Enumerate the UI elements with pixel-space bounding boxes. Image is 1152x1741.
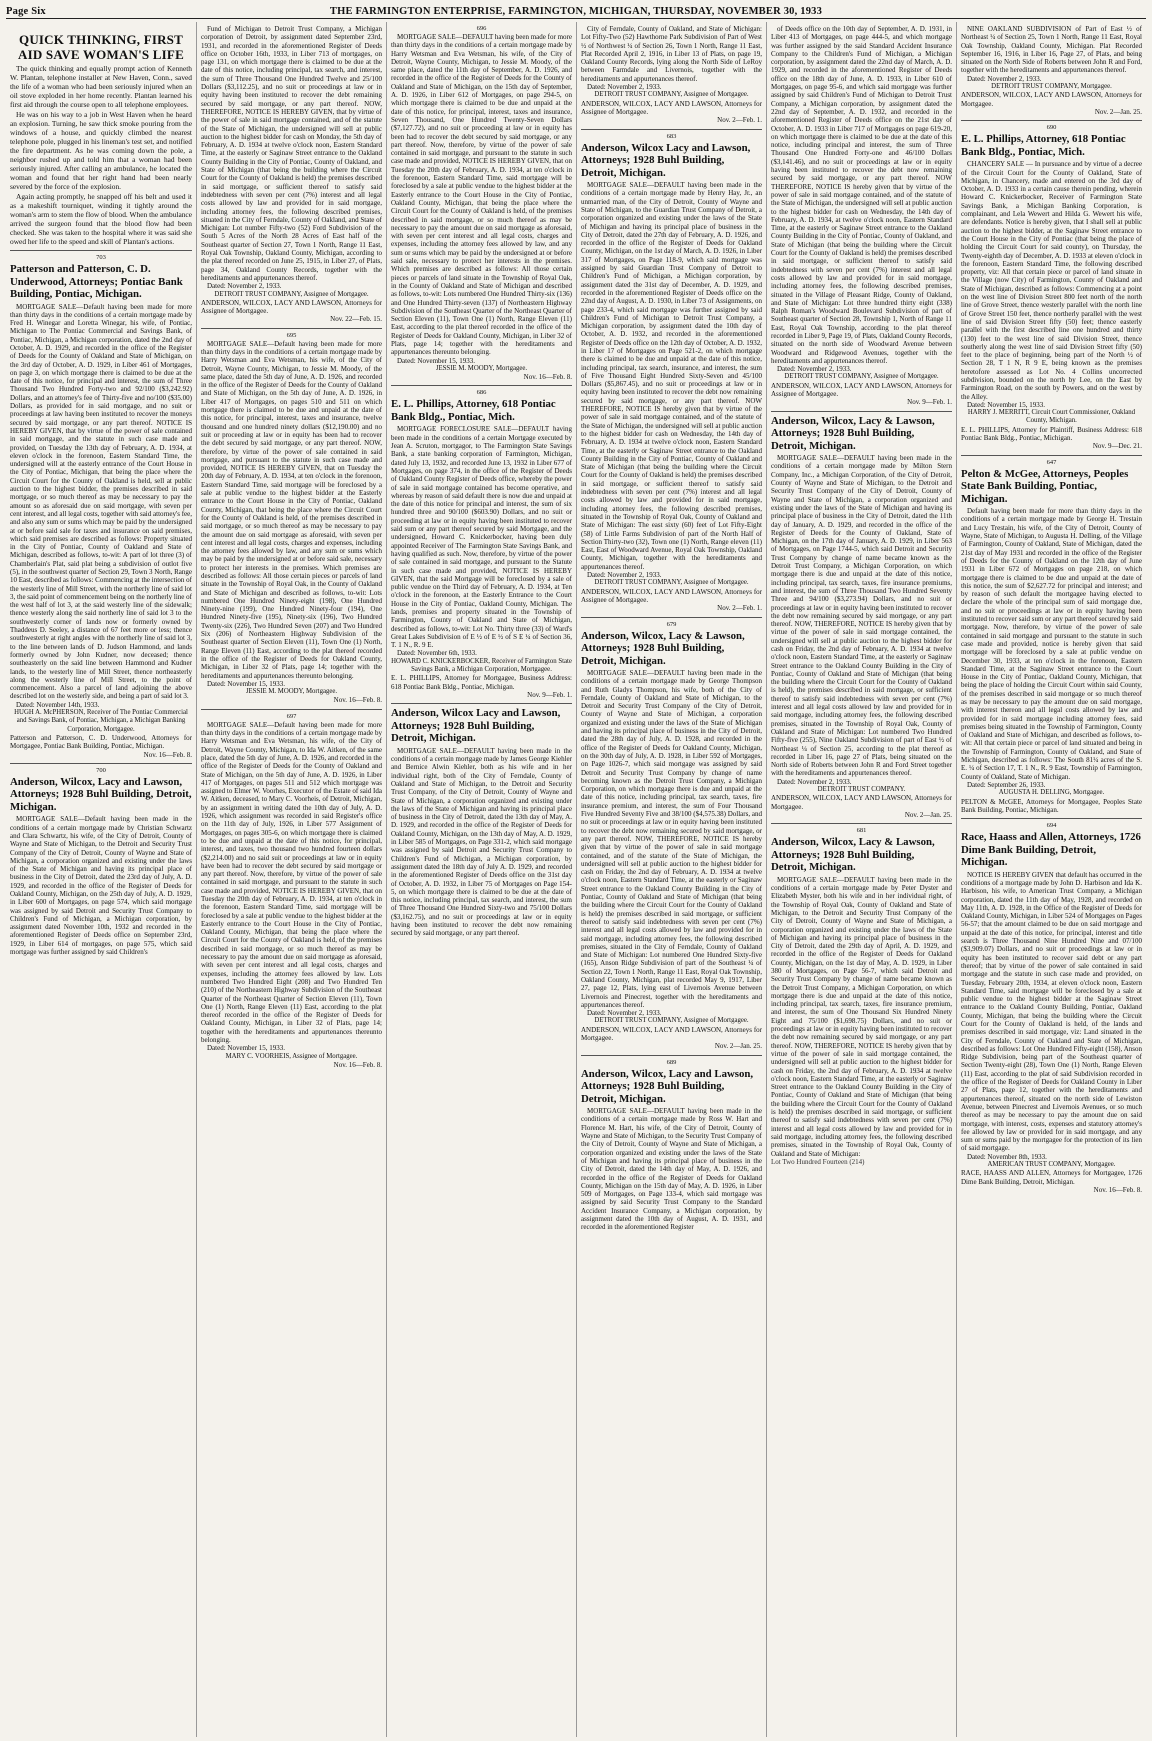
legal-notice [771, 823, 952, 1166]
legal-notice [961, 120, 1142, 450]
legal-notice [961, 818, 1142, 1194]
notice-signer: DETROIT TRUST COMPANY, Assignee of Mortgagee. [594, 1017, 749, 1025]
notice-run-dates: Nov. 9—Dec. 21. [1092, 442, 1142, 451]
legal-notice [391, 703, 572, 937]
notice-attorneys: ANDERSON, WILCOX, LACY AND LAWSON, Attorneys for Mortgagee. [961, 91, 1142, 108]
column-3 [386, 22, 576, 1737]
notice-attorneys: PELTON & McGEE, Attorneys for Mortgagee, Peoples State Bank Building, Pontiac, Michigan. [961, 797, 1142, 814]
notice-signer: JESSIE M. MOODY, Mortgagee. [435, 364, 528, 372]
notice-body: City of Ferndale, County of Oakland, and State of Michigan: Lot Fifty-Two (52) Hawthorne Park Subdivision of Part of West ½ of Northwest ¼ of Section 26, Town 1 North, Range 11 East, Plat Recorded April 2, 1916, in Liber 13 of Plats, on page 19, Oakland County Records, lying along the North Side of LeRoy between Farmdale and Livernois, together with the hereditaments and appurtenances thereof. [581, 25, 762, 83]
notice-number: 683 [666, 132, 677, 140]
notice-body: MORTGAGE FORECLOSURE SALE—DEFAULT having been made in the conditions of a certain Mortgage executed by Jean A. Scruton, mortgagor, to The Farmington State Savings Bank, a state banking corporation of Farmington, Michigan, dated July 13, 1932, and recorded June 13, 1932 in Liber 677 of Mortgages, on page 374, in the office of the Register of Deeds of Oakland County Register of Deeds office, whereby the power of sale in said mortgage contained has become operative, and whereas by reason of said default there is now due and unpaid at the date of this notice for principal and interest, the sum of six hundred three and 90/100 ($603.90) Dollars, and no suit or proceeding at law or in equity having been instituted to recover said sum or any part thereof secured by said Mortgage, and the undersigned, Howard C. Knickerbocker, having been duly appointed Receiver of The Farmington State Savings Bank, and having qualified as such. Now, therefore, by virtue of the power of sale contained in said mortgage, and pursuant to the Statute in such case made and provided, NOTICE IS HEREBY GIVEN, that the said Mortgage will be foreclosed by a sale of public vendue on the Third day of February, A. D. 1934, at Ten o'clock in the forenoon, at the Easterly Entrance to the Court House in the City of Pontiac, Oakland County, Michigan. The lands, premises and property situated in the Township of Farmington, County of Oakland and State of Michigan, described as follows, to-wit: Lot No. Thirty three (33) of Ward's Great Lakes Subdivision of E ½ of E ½ of S E ¼ of Section 36, T. 1 N., R. 9 E. [391, 425, 572, 650]
notice-number: 694 [1046, 822, 1057, 830]
notice-signer: AMERICAN TRUST COMPANY, Mortgagee. [987, 1161, 1116, 1169]
legal-notice [961, 455, 1142, 814]
notice-run-dates: Nov. 16—Feb. 8. [1093, 1185, 1142, 1194]
notice-attorney-heading: Anderson, Wilcox Lacy and Lawson, Attorneys; 1928 Buhl Building, Detroit, Michigan. [581, 141, 751, 179]
page-number: Page Six [6, 5, 46, 17]
notice-body: MORTGAGE SALE—DEFAULT having been made in the conditions of a certain mortgage made by James George Kiehler and Bernice Alwin Kiehler, both as his wife and in her individual right, both of the City of Ferndale, County of Oakland and State of Michigan, to the Detroit and Security Trust Company, of the City of Detroit, County of Wayne and State of Michigan, a corporation organized and existing under the laws of the State of Michigan and having its principal place of business in the City of Detroit, dated the 13th day of May, A. D. 1929, and recorded in the office of the Register of Deeds for Oakland County, Michigan, on the 13th day of May, A. D. 1929, in Liber 585 of Mortgages, on Page 331-2, which said mortgage was assigned by said Detroit and Security Trust Company to Children's Fund of Michigan, a Michigan corporation, by assignment dated the 18th day of July A. D. 1929, and recorded in the aforementioned Register of Deeds office on the 31st day of October, A. D. 1932, in Liber 75 of Mortgages on Page 154-5, on which mortgage there is claimed to be due at the date of this notice, including principal, tax search, and interest, the sum of Three Thousand One Hundred Sixty-two and 75/100 Dollars ($3,162.75), and no suit or proceedings at law or in equity having been instituted to recover the debt now remaining secured by said mortgage, or any part thereof. [391, 746, 572, 938]
notice-divider [201, 709, 382, 710]
notice-run-dates: Nov. 2—Jan. 25. [1094, 107, 1142, 116]
notice-date: Dated: November 2, 1933. [587, 83, 662, 92]
notice-body: Fund of Michigan to Detroit Trust Company, a Michigan corporation of Detroit, by assignment dated September 23rd, 1931, and recorded in the aforementioned Register of Deeds office on October 16th, 1933, in Liber 713 of mortgages, on page 131, on which mortgage there is claimed to be due at the date of this notice, including principal, tax search, and interest, the sum of Three Thousand One Hundred Twelve and 25/100 Dollars ($3,112.25), and no suit or proceedings at law or in equity having been instituted to recover the debt remaining secured by said mortgage, or any part thereof. NOW, THEREFORE, NOTICE IS HEREBY GIVEN, that by virtue of the power of sale in said mortgage contained, and of the statute of the State of Michigan, the undersigned will sell at public auction to the highest bidder for cash on Monday, the 5th day of February, A. D. 1934 at twelve o'clock noon, Eastern Standard Time, at the easterly or Saginaw Street entrance to the Oakland County Building in the City of Pontiac, County of Oakland, and State of Michigan (that being the building where the Circuit Court for the County of Oakland is held) the premises described in said mortgage, or sufficient thereof to satisfy said indebtedness with seven per cent (7%) interest and all legal costs allowed by law and provided for in said mortgage, including attorney fees, the following described premises, situated in the City of Ferndale, County of Oakland, and State of Michigan: Lot number Fifty-two (52) Ford Subdivision of the South 5 Acres of the North 28 Acres of East half of the Southeast quarter of Section 27, Town 1 North, Range 11 East, Royal Oak Township, Oakland County, Michigan, according to the plat thereof recorded on June 25, 1915, in Liber 27, of Plats, page 34, Oakland County Records, together with the hereditaments and appurtenances thereof. [201, 25, 382, 282]
legal-notice [581, 617, 762, 1051]
story-headline-line-1: QUICK THINKING, FIRST [19, 32, 183, 47]
legal-notice [201, 709, 382, 1069]
notice-divider [10, 763, 192, 764]
notice-number: 686 [476, 389, 487, 397]
notice-divider [581, 1055, 762, 1056]
notice-run-dates: Nov. 9—Feb. 1. [907, 398, 952, 407]
notice-body: MORTGAGE SALE—DEFAULT having been made in the conditions of a certain mortgage made by George Thompson and Ruth Gladys Thompson, his wife, both of the City of Ferndale, County of Oakland and State of Michigan, to the Detroit and Security Trust Company of the City of Detroit, County of Wayne and State of Michigan, a corporation organized and existing under the laws of the State of Michigan and having its principal place of business in the City of Detroit, dated the 28th day of July, A. D. 1928, and recorded in the office of the Register of Deeds for Oakland County, Michigan, on the 30th day of July, A. D. 1928, in Liber 592 of Mortgages, on Page 1026-7, which said mortgage was assigned by said Detroit and Security Trust Company by change of name becoming known as the Detroit Trust Company, a Michigan Corporation, on which mortgage there is due and unpaid at the date of this notice, including principal, tax search, taxes, fire insurance premium, and interest, the sum of Four Thousand Five Hundred Seventy Five and 38/100 ($4,575.38) Dollars, and no suit or proceedings at law or in equity having been instituted to recover the debt now remaining secured by said mortgage, or any part thereof. NOW, THEREFORE, NOTICE IS hereby given that by virtue of the power of sale in said mortgage contained, and of the statute of the State of Michigan, the undersigned will sell at public auction to the highest bidder for cash on Friday, the 2nd day of February, A. D. 1934 at twelve o'clock noon, Eastern Standard Time, at the easterly or Saginaw Street entrance to the Oakland County Building in the City of Pontiac, County of Oakland and State of Michigan (that being the building where the Circuit Court for the County of Oakland is held) the premises described in said mortgage, or sufficient thereof to satisfy said indebtedness with seven per cent (7%) interest and all legal costs allowed by law and provided for in said mortgage, including attorney fees, the following described premises, situated in the City of Ferndale, County of Oakland and State of Michigan: Lot numbered One Hundred Sixty-five (165), Anson Ridge Subdivision of part of the Southeast ¼ of Section 22, Town 1 North, Range 11 East, Royal Oak Township, Oakland County, Michigan, plat recorded May 9, 1917, Liber 27, page 12, Plats, lying east of Livernois Avenue between Livernois and Pinecrest, together with the hereditaments and appurtenances thereof. [581, 669, 762, 1009]
notice-signer: JESSIE M. MOODY, Mortgagee. [245, 688, 338, 696]
notice-divider [201, 328, 382, 329]
legal-notice [10, 763, 192, 957]
notice-attorney-heading: Patterson and Patterson, C. D. Underwood, Attorneys; Pontiac Bank Building, Pontiac, Michigan. [10, 263, 183, 300]
notice-date: Dated: November 2, 1933. [587, 571, 662, 580]
notice-signer: DETROIT TRUST COMPANY, Mortgagee. [991, 83, 1112, 91]
legal-notice [581, 129, 762, 613]
notice-body: CHANCERY SALE — In pursuance and by virtue of a decree of the Circuit Court for the County of Oakland, State of Michigan, in Chancery, made and entered on the 3rd day of October, A. D. 1933 in a certain cause therein pending, wherein Howard C. Knickerbocker, Receiver of Farmington State Savings Bank, a Michigan Banking Corporation, is complainant, and Lela Wewert and Hilda G. Wewert his wife, are defendants. Notice is hereby given, that I shall sell at public auction to the highest bidder, at the Saginaw Street entrance to the Court House in the City of Pontiac (that being the place of holding the Circuit Court for said county), on Thursday, the Twenty-eighth day of December, A. D. 1933 at eleven o'clock in the forenoon, Eastern Standard Time, the following described property, viz: All that certain piece or parcel of land situate in the Village (now City) of Farmington, County of Oakland and State of Michigan, described as follows: Commencing at a point on the west line of Division Street 800 feet north of the north line of Grove Street, thence westerly parallel with the north line of Grove Street 150 feet, thence northerly parallel with the west line of said Division Street fifty (50) feet; thence easterly parallel with the first described line one hundred and thirty (130) feet to the west line of said Division Street, thence southerly along the west line of said Division Street fifty (50) feet to the place of beginning, being part of the North ½ of Section 28, T 1 N, R 9 E, being known as the premises heretofore assessed as Lot No. 4 Collins uncorrected subdivision, bounded on the north by Lee, on the East by Farmington Road, on the south by Powers, and on the west by the Alley. [961, 160, 1142, 401]
legal-notice [201, 25, 382, 324]
legal-notice [391, 385, 572, 699]
notice-attorneys: ANDERSON, WILCOX, LACY AND LAWSON, Attorneys for Assignee of Mortgagee. [771, 381, 952, 399]
notice-signer: DETROIT TRUST COMPANY. [817, 786, 906, 794]
notice-number: 647 [1046, 458, 1057, 466]
story-paragraph: Again acting promptly, he snapped off his belt and used it as a makeshift tourniquet, winding it tightly around the woman's arm to stem the flow of blood. When the ambulance arrived the surgeon found that the blood flow had been checked. She was taken to the hospital where it was said she owed her life to the speed and skill of Plantan's actions. [10, 192, 192, 246]
notice-number: 695 [286, 331, 297, 339]
notice-attorney-heading: Anderson, Wilcox Lacy and Lawson, Attorneys; 1928 Buhl Building, Detroit, Michigan. [391, 707, 561, 745]
notice-divider [581, 129, 762, 130]
notice-divider [771, 823, 952, 824]
notice-run-dates: Nov. 2—Jan. 25. [904, 810, 952, 819]
notice-body: MORTGAGE SALE—DEFAULT having been made in the conditions of a certain mortgage made by Peter Dyster and Elizabeth Myster, both his wife and in her individual right, of the Township of Royal Oak, County of Oakland and State of Michigan, to the Detroit and Security Trust Company of the City of Detroit, County of Wayne and State of Michigan, a corporation organized and existing under the laws of the State of Michigan and having its principal place of business in the City of Detroit, dated the 29th day of April, A. D. 1929, and recorded in the office of the Register of Deeds for Oakland County, Michigan, on the 1st day of May, A. D. 1929, in Liber 380 of Mortgages, on Page 56-7, which said Detroit and Security Trust Company by change of name became known as the Detroit Trust Company, a Michigan Corporation, on which mortgage there is due and unpaid at the date of this notice, including principal, tax search, taxes, fire insurance premium, and interest, the sum of One Thousand Six Hundred Ninety Eight and 75/100 ($1,698.75) Dollars, and no suit or proceedings at law or in equity having been instituted to recover the debt now remaining secured by said mortgage, or any part thereof. NOW, THEREFORE, NOTICE IS hereby given that by virtue of the power of sale in said mortgage contained, the undersigned will sell at public auction to the highest bidder for cash on Friday, the 2nd day of February, A. D. 1934 at twelve o'clock noon, Eastern Standard Time, at the easterly or Saginaw Street entrance to the Oakland County Building in the City of Pontiac, County of Oakland and State of Michigan (that being the building where the Circuit Court for the County of Oakland is held) the premises described in said mortgage, or sufficient thereof to satisfy said indebtedness with seven per cent (7%) interest and all legal costs allowed by law and provided for in said mortgage, including attorney fees, the following described premises, situated in the Township of Royal Oak, County of Oakland and State of Michigan: [771, 875, 952, 1158]
legal-notice [201, 328, 382, 705]
notice-signer: AUGUSTA H. DELLING, Mortgagee. [998, 789, 1105, 797]
column-6 [956, 22, 1146, 1737]
columns [6, 22, 1146, 1737]
legal-notice [581, 1055, 762, 1232]
notice-run-dates: Nov. 16—Feb. 8. [523, 373, 572, 382]
notice-date: Dated: September 26, 1933. [967, 780, 1046, 789]
notice-run-dates: Nov. 2—Feb. 1. [717, 604, 762, 613]
notice-continued-text: Lot Two Hundred Fourteen (214) [771, 1157, 865, 1166]
notice-body: MORTGAGE SALE—DEFAULT having been made for more than thirty days in the conditions of a certain mortgage made by Harry Wetsman and Eva Wetsman, his wife, of the City of Detroit, Wayne County, Michigan, to Jessie M. Moody, of the same place, dated the 11th day of September, A. D. 1926, and recorded in the office of the Register of Deeds for the County of Oakland and State of Michigan, on the 15th day of September, A. D. 1926, in Liber 612 of Mortgages, on page 294-5, on which mortgage there is claimed to be due and unpaid at the date of this notice, for principal, interest, taxes and insurance, Seven Thousand, One Hundred Twenty-Seven Dollars ($7,127.72), and no suit or proceeding at law or in equity has been had to recover the debt secured by said mortgage, or any part thereof. Now, therefore, by virtue of the power of sale contained in said mortgage, and pursuant to the statute in such case made and provided, NOTICE IS HEREBY GIVEN, that on Tuesday the 20th day of February, A. D. 1934, at ten o'clock in the forenoon, Eastern Standard Time, said mortgage will be foreclosed by a sale at public vendue to the highest bidder at the Easterly entrance to the Court House in the City of Pontiac, Oakland County, Michigan, that being the place where the Circuit Court for the County of Oakland is held, of the premises described in said mortgage, or so much thereof as may be necessary to pay the amount due on said mortgage as aforesaid, with seven per cent interest and all legal costs, charges and expenses, including the attorney fees allowed by law, and any sum or sums which may be paid by the undersigned at or before said sale, necessary to protect her interests in the premises. Which premises are described as follows: All those certain pieces or parcels of land situate in the Township of Royal Oak, in the County of Oakland and State of Michigan and described as follows, to-wit: Lots numbered One Hundred Thirty-six (136) and One Hundred Thirty-seven (137) of Northeastern Highway Subdivision of the Southeast Quarter of the Northeast Quarter of Section Eleven (11), Town One (1) North, Range Eleven (11) East, according to the plat thereof recorded in the office of the Register of Deeds for Oakland County, Michigan, in Liber 32 of Plats, page 14; together with the hereditaments and appurtenances thereunto belonging. [391, 33, 572, 357]
story-paragraph: He was on his way to a job in West Haven when he heard an explosion. Turning, he saw thick smoke pouring from the windows of a house, and quickly climbed the nearest telephone pole, plugged in his lineman's test set, and notified the fire department. As he was coming down the pole, a neighbor rushed up and told him that a woman had been seriously injured. After calling an ambulance, he located the woman and found that her right hand had been nearly severed by the force of the explosion. [10, 110, 192, 191]
notice-divider [581, 617, 762, 618]
notice-attorney-heading: Anderson, Wilcox, Lacy & Lawson, Attorneys; 1928 Buhl Building, Detroit, Michigan. [581, 629, 745, 667]
notice-date: Dated: November 2, 1933. [777, 777, 852, 786]
legal-notice [961, 25, 1142, 116]
notice-signer: HOWARD C. KNICKERBOCKER, Receiver of Farmington State Savings Bank, a Michigan Corporation, Mortgagee. [391, 657, 572, 674]
notice-body: MORTGAGE SALE—DEFAULT having been made in the conditions of a certain mortgage made by Henry Hay, Jr., an unmarried man, of the City of Detroit, County of Wayne and State of Michigan, to the Guardian Trust Company of Detroit, a corporation organized and existing under the laws of the State of Michigan and having its principal place of business in the City of Detroit, dated the 27th day of February, A. D. 1926, and recorded in the office of the Register of Deeds for Oakland County, Michigan, on the 1st day of March, A. D. 1926, in Liber 317 of Mortgages, on Page 118-9, which said mortgage was assigned by said Guardian Trust Company of Detroit to Children's Fund of Michigan, a Michigan corporation, by assignment dated the 31st day of December, A. D. 1929, and recorded in the aforementioned Register of Deeds office on the 22nd day of August, A. D. 1930, in Liber 73 of Assignments, on page 233-4, which said mortgage was further assigned by said Children's Fund of Michigan to Detroit Trust Company, a Michigan corporation, by assignment dated the 10th day of October, A. D. 1932, and recorded in the aforementioned Register of Deeds office on the 12th day of October, A. D. 1932, in Liber 17 of Mortgages on Page 521-2, on which mortgage there is claimed to be due and unpaid at the date of this notice, including principal, tax search, insurance, and interest, the sum of Five Thousand Eight Hundred Sixty-Seven and 45/100 Dollars ($5,867.45), and no suit or proceedings at law or in equity having been instituted to recover the debt now remaining secured by said mortgage, or any part thereof. NOW THEREFORE, NOTICE IS hereby given that by virtue of the power of sale in said mortgage contained, and of the statute of the State of Michigan, the undersigned will sell at public auction to the highest bidder for cash on Wednesday, the 14th day of February, A. D. 1934 at twelve o'clock noon, Eastern Standard Time, at the easterly or Saginaw Street entrance to the Oakland County Building in the City of Pontiac, County of Oakland and State of Michigan (that being the building where the Circuit Court for the County of Oakland is held) the premises described in said mortgage, or sufficient thereof to satisfy said indebtedness with seven per cent (7%) interest and all legal costs allowed by law and provided for in said mortgage, including attorney fees, the following described premises, situated in the Township of Royal Oak, County of Oakland and State of Michigan: The east sixty (60) feet of Lot Fifty-Eight (58) of Little Farms Subdivision of part of the North Half of Section Thirty-two (32), Town one (1) North, Range eleven (11) East, East of Woodward Avenue, Royal Oak Township, Oakland County, Michigan, together with the hereditaments and appurtenances thereof. [581, 181, 762, 571]
story-paragraph: The quick thinking and equally prompt action of Kenneth W. Plantan, telephone installer at New Haven, Conn., saved the life of a woman who had been seriously injured when an oil stove exploded in her home recently. Plantan learned his first aid through the course open to all telephone employees. [10, 64, 192, 109]
notice-attorneys: Patterson and Patterson, C. D. Underwood, Attorneys for Mortgagee, Pontiac Bank Building, Pontiac, Michigan. [10, 733, 192, 751]
masthead [6, 4, 1146, 19]
notice-date: Dated: November 15, 1933. [397, 356, 475, 365]
notice-attorney-heading: Pelton & McGee, Attorneys, Peoples State Bank Building, Pontiac, Michigan. [961, 467, 1129, 505]
notice-attorneys: ANDERSON, WILCOX, LACY AND LAWSON, Attorneys for Assignee of Mortgagee. [581, 99, 762, 116]
column-2 [196, 22, 386, 1737]
legal-notice [771, 411, 952, 820]
notice-divider [771, 411, 952, 412]
notice-attorneys: E. L. PHILLIPS, Attorney for Plaintiff, Business Address: 618 Pontiac Bank Bldg., Pontiac, Michigan. [961, 425, 1142, 443]
notice-signer: HUGH A. McPHERSON, Receiver of The Pontiac Commercial and Savings Bank, of Pontiac, Michigan, a Michigan Banking Corporation, Mortgagee. [14, 709, 188, 733]
notice-date: Dated: November 15, 1933. [967, 400, 1045, 409]
notice-number: 681 [856, 827, 867, 835]
notice-body: NINE OAKLAND SUBDIVISION of Part of East ½ of Northeast ¼ of Section 25, Town 1 North, Range 11 East, Royal Oak Township, Oakland County, Michigan. Plat Recorded September 16, 1916, in Liber 16, Page 27, of Plats, and being situated on the North Side of Roberts between John R and Ford, together with the hereditaments and appurtenances thereof. [961, 25, 1142, 75]
notice-attorneys: ANDERSON, WILCOX, LACY AND LAWSON, Attorneys for Mortgagee. [581, 1025, 762, 1043]
notice-body: MORTGAGE SALE—Default having been made for more than thirty days in the conditions of a certain mortgage made by Fred H. Winegar and Loretta Winegar, his wife, of Pontiac, Michigan to The Pontiac Commercial and Savings Bank, of Pontiac, Michigan, a Michigan corporation, dated the 2nd day of October, A. D. 1929, and recorded in the office of the Register of Deeds for the County of Oakland and State of Michigan, on the 3rd day of October, A. D. 1929, in Liber 461 of Mortgages, on page 3, on which mortgage there is claimed to be due at the date of this notice, for principal and interest, the sum of Three Thousand Two Hundred Forty-two and 92/100 ($3,242.92) Dollars, and an attorney's fee of Thirty-five and no/100 ($35.00) Dollars, as provided for in said mortgage, and no suit or proceedings at law having been instituted to recover the moneys secured by said mortgage, or any part thereof. NOTICE IS HEREBY GIVEN, that by virtue of the power of sale contained in said mortgage, and the statute in such case made and provided, on Tuesday the 13th day of February, A. D. 1934, at eleven o'clock in the forenoon, Eastern Standard Time, the undersigned will at the easterly entrance of the Court House in the City of Pontiac, Michigan, that being the place where the Circuit Court for the County of Oakland is held, sell at public auction to the highest bidder, the premises described in said mortgage, or so much thereof as may be necessary to pay the amount so as aforesaid due on said mortgage, with seven per cent interest, and all legal costs, together with said attorney's fee, and also any sum or sums which may be paid by the undersigned at or before said sale for taxes and insurance on said premises, which said premises are described as follows: Property situated in the City of Pontiac, County of Oakland and State of Michigan, described as follows, to-wit: A part of lot three (3) of Chamberlain's Plat, said plat being a subdivision of outlot five (5), in the southwest quarter of Section 29, Town 3 North, Range 10 East, described as follows: Commencing at the intersection of the westerly line of Mill Street, with the northerly line of said lot 3, the said point of commencement being on the northerly line of the west half of lot 3, at the said westerly line of the sidewalk; thence westerly along the said northerly line of said lot 3 to the southwesterly corner of lands now or formerly owned by Thaddeus D. Seeley, a distance of 67 feet more or less; thence southwesterly at right angles with the northerly line of said lot 3, to the line between lands of D. Judson Hammond, and lands formerly owned by John Kudner, now deceased; thence southeasterly on the said line between Hammond and Kudner lands, to the westerly line of Mill Street, thence northeasterly along the westerly line of Mill Street, to the point of commencement. Also a parcel of land adjoining the above described lot on the westerly side, and being a part of said lot 3. [10, 302, 192, 701]
notice-attorney-heading: Anderson, Wilcox, Lacy and Lawson, Attorneys; 1928 Buhl Building, Detroit, Michigan. [10, 775, 192, 813]
notice-date: Dated: November 2, 1933. [777, 365, 852, 374]
notice-date: Dated: November 14th, 1933. [16, 700, 100, 709]
notice-attorney-heading: E. L. Phillips, Attorney, 618 Pontiac Bank Bldg., Pontiac, Mich. [961, 133, 1126, 158]
column-1 [6, 22, 196, 1737]
notice-divider [391, 385, 572, 386]
notice-attorneys: ANDERSON, WILCOX, LACY AND LAWSON, Attorneys for Mortgagee. [771, 794, 952, 811]
story-headline [10, 32, 192, 62]
notice-date: Dated: November 15, 1933. [207, 1044, 285, 1053]
notice-signer: HARRY J. MERRITT, Circuit Court Commissioner, Oakland County, Michigan. [967, 409, 1136, 425]
notice-run-dates: Nov. 2—Feb. 1. [717, 116, 762, 125]
notice-date: Dated: November 15, 1933. [207, 679, 285, 688]
notice-signer: MARY C. VOORHEIS, Assignee of Mortgagee. [225, 1052, 358, 1060]
notice-attorney-heading: Anderson, Wilcox, Lacy & Lawson, Attorneys; 1928 Buhl Building, Detroit, Michigan. [771, 414, 935, 452]
notice-body: MORTGAGE SALE—DEFAULT having been made in the conditions of a certain mortgage made by Ross W. Hart and Florence M. Hart, his wife, of the City of Detroit, County of Wayne and State of Michigan, to the Security Trust Company of the City of Detroit, County of Wayne and State of Michigan, a corporation organized and existing under the laws of the State of Michigan and having its principal place of business in the City of Detroit, dated the 14th day of May, A. D. 1926, and recorded in the office of the Register of Deeds for Oakland County, Michigan on the 15th day of May, A. D. 1926, in Liber 509 of Mortgages, on Page 133-4, which said mortgage was assigned by said Security Trust Company to the Standard Accident Insurance Company, a Michigan corporation, by assignment dated the 10th day of August, A. D. 1931, and recorded in the aforementioned Register [581, 1107, 762, 1232]
notice-number: 700 [96, 766, 106, 774]
story-headline-line-2: AID SAVE WOMAN'S LIFE [18, 47, 184, 62]
notice-date: Dated: November 8th, 1933. [967, 1152, 1047, 1161]
notice-body: MORTGAGE SALE—DEFAULT having been made in the conditions of a certain mortgage made by Milton Stern Company, Inc., a Michigan Corporation, of the City of Detroit, County of Wayne and State of Michigan, to the Detroit and Security Trust Company of the City of Detroit, County of Wayne and State of Michigan, a corporation organized and existing under the laws of the State of Michigan and having its principal place of business in the City of Detroit, dated the 11th day of January, A. D. 1929, and recorded in the office of the Register of Deeds for the County of Oakland, State of Michigan, on the 17th day of January, A. D. 1929, in Liber 563 of Mortgages, on Page 1744-5, which said Detroit and Security Trust Company by change of name became known as the Detroit Trust Company, a Michigan Corporation, on which mortgage there is due and unpaid at the date of this notice, including principal, tax search, taxes, fire insurance premiums, and interest, the sum of Three Thousand Two Hundred Seventy Three and 94/100 ($3,273.94) Dollars, and no suit or proceedings at law or in equity having been instituted to recover the debt now remaining secured by said mortgage, or any part thereof. NOW, THEREFORE, NOTICE IS hereby given that by virtue of the power of sale in said mortgage contained, the undersigned will sell at public auction to the highest bidder for cash on Friday, the 2nd day of February, A. D. 1934 at twelve o'clock noon, Eastern Standard Time, at the easterly or Saginaw Street entrance to the Oakland County Building in the City of Pontiac, County of Oakland and State of Michigan (that being the building where the Circuit Court for the County of Oakland is held), the premises described in said mortgage, or sufficient thereof to satisfy said indebtedness with seven per cent (7%) interest and all legal costs allowed by law and provided for in said mortgage, including attorney fees, the following described premises, situated in the Township of Royal Oak, County of Oakland and State of Michigan: Lot numbered Two Hundred Fifty-five (255), Nine Oakland Subdivision of part of East ½ of Northeast ¼ of Section 25, according to the plat thereof as recorded in Liber 16, page 27 of Plats, being situated on the North side of Roberts between John R and Ford Street together with the hereditaments and appurtenances thereof. [771, 454, 952, 778]
legal-notice [10, 254, 192, 759]
column-4 [576, 22, 766, 1737]
notice-body: MORTGAGE SALE—Default having been made in the conditions of a certain mortgage made by Christian Schwartz and Clara Schwartz, his wife, of the City of Detroit, County of Wayne and State of Michigan, to the Detroit and Security Trust Company of the City of Detroit, County of Wayne and State of Michigan, a corporation organized and existing under the laws of the State of Michigan and having its principal place of business in the City of Detroit, dated the 23rd day of July, A. D. 1929, and recorded in the office of the Register of Deeds for Oakland County, Michigan, on the 25th day of July, A. D. 1929, in Liber 600 of Mortgages, on page 574, which said mortgage was assigned by said Detroit and Security Trust Company to Children's Fund of Michigan, a Michigan corporation, by assignment dated November 10th, 1932 and recorded in the aforementioned Register of Deeds office on September 23rd, 1929, in Liber 614 of mortgages, on page 575, which said mortgage was further assigned by said Children's [10, 815, 192, 957]
notice-signer: DETROIT TRUST COMPANY, Assignee of Mortgagee. [784, 373, 939, 381]
notice-body: MORTGAGE SALE—Default having been made for more than thirty days in the conditions of a certain mortgage made by Harry Wetsman and Eva Wetsman, his wife, of the City of Detroit, Wayne County, Michigan, to Jessie M. Moody, of the same place, dated the 5th day of June, A. D. 1926, and recorded in the office of the Register of Deeds for the County of Oakland and State of Michigan, on the 5th day of June, A. D. 1926, in Liber 417 of Mortgages, on pages 510 and 511 on which mortgage there is claimed to be due and unpaid at the date of this notice, for principal, interest, taxes and insurance, twelve thousand and one hundred ninety dollars ($12,190.00) and no suit or proceeding at law or in equity has been had to recover the debt secured by said mortgage, or any part thereof. NOW, therefore, by virtue of the power of sale contained in said mortgage, and pursuant to the statute in such case made and provided, NOTICE IS HEREBY GIVEN, that on Tuesday the 20th day of February, A. D. 1934, at ten o'clock in the forenoon, Eastern Standard Time, said mortgage will be foreclosed by a sale at public vendue to the highest bidder at the Easterly entrance to the Court House in the City of Pontiac, Oakland County, Michigan, that being the place where the Circuit Court for the County of Oakland is held, of the premises described in said mortgage, or so much thereof as may be necessary to pay the amount due on said mortgage as aforesaid, with seven per cent interest and all legal costs, charges and expenses, including the attorney fees allowed by law, and any sum or sums which may be paid by the undersigned at or before said sale, necessary to protect her interests in the premises. Which premises are described as follows: All those certain pieces or parcels of land situate in the Township of Royal Oak, in the County of Oakland and State of Michigan and described as follows, to-wit: Lots numbered One Hundred Ninety-eight (198), One Hundred Ninety-nine (199), One Hundred Ninety-four (194), One Hundred Ninety-five (195), Ninety-six (196), Two Hundred Twenty-six (226), Two Hundred Seven (207) and Two Hundred Six (206) of Northeastern Highway Subdivision of the Southeast quarter of Section Eleven (11), Town One (1) North, Range Eleven (11) East, according to the plat thereof recorded in the office of the Register of Deeds for Oakland County, Michigan, in Liber 32 of Plats, page 14; together with the hereditaments and appurtenances thereunto belonging. [201, 339, 382, 680]
notice-body: MORTGAGE SALE—Default having been made for more than thirty days in the conditions of a certain mortgage made by Harry Wetsman and Eva Wetsman, his wife, of the City of Detroit, Wayne County, Michigan, to Ida W. Aitken, of the same place, dated the 5th day of June, A. D. 1926, and recorded in the office of the Register of Deeds for the County of Oakland and State of Michigan, on the 5th day of June, A. D. 1926, in Liber 417 of Mortgages, on pages 511 and 512 which mortgage was assigned to Elmer W. Voorhes, Executor of the Estate of said Ida W. Aitken, deceased, to Mary C. Voorheis, of Detroit, Michigan, by an assignment in writing dated the 10th day of July, A. D. 1926, which assignment was recorded in said Register's office on the 11th day of July, 1926, in Liber 577 Assignment of Mortgages, on pages 305-6, on which mortgage there is claimed to be due and unpaid at the date of this notice, for principal, interest, and taxes, two thousand two hundred fourteen dollars ($2,214.00) and no said suit or proceedings at law or in equity have been had to recover the debt secured by said mortgage or any part thereof. Now, therefore, by virtue of the power of sale contained in said mortgage, and pursuant to the statute in such case made and provided, NOTICE IS HEREBY GIVEN, that on Tuesday the 20th day of February, A. D. 1934, at ten o'clock in the forenoon, Eastern Standard Time, said mortgage will be foreclosed by a sale at public vendue to the highest bidder at the Easterly entrance to the Court House in the City of Pontiac, Oakland County, Michigan, that being the place where the Circuit Court for the County of Oakland is held, of the premises described in said mortgage, or so much thereof as may be necessary to pay the amount due on said mortgage as aforesaid, with seven per cent interest and all legal costs, charges and expenses, including the attorney fees allowed by law. Lots numbered Two Hundred Eight (208) and Two Hundred Ten (210) of the Northeastern Highway Subdivision of the Southeast Quarter of the Northeast Quarter of Section Eleven (11), Town One (1) North, Range Eleven (11) East, according to the plat thereof recorded in the office of the Register of Deeds for Oakland County, Michigan, in Liber 32 of Plats, page 14; together with the hereditaments and appurtenances thereunto belonging. [201, 720, 382, 1045]
notice-run-dates: Nov. 22—Feb. 15. [330, 315, 382, 324]
notice-attorneys: RACE, HAASS AND ALLEN, Attorneys for Mortgagee, 1726 Dime Bank Building, Detroit, Michigan. [961, 1169, 1142, 1186]
notice-attorney-heading: Anderson, Wilcox, Lacy & Lawson, Attorneys; 1928 Buhl Building, Detroit, Michigan. [771, 836, 935, 874]
notice-divider [391, 703, 572, 704]
notice-run-dates: Nov. 2—Jan. 25. [714, 1042, 762, 1051]
notice-body: of Deeds office on the 10th day of September, A. D. 1931, in Liber 413 of Mortgages, on page 444-5, and which mortgage was further assigned by the said Standard Accident Insurance Company to the Children's Fund of Michigan, a Michigan corporation, by assignment dated the 22nd day of March, A. D. 1929, and recorded in the aforementioned Register of Deeds office on the 18th day of June, A. D. 1933, in Liber 610 of Mortgages, on page 95-6, and which said mortgage was further assigned by said Children's Fund of Michigan to Detroit Trust Company, a Michigan corporation, by assignment dated the 22nd day of September, A. D. 1932, and recorded in the aforementioned Register of Deeds office on the 21st day of October, A. D. 1933 in Liber 717 of Mortgages on page 619-20, on which mortgage there is claimed to be due at the date of this notice, including principal and interest, the sum of Three Thousand One Hundred Forty-one and 46/100 Dollars ($3,141.46), and no suit or proceedings at law or in equity having been instituted to recover the debt now remaining secured by said mortgage, or any part thereof. NOW THEREFORE, NOTICE IS hereby given that by virtue of the power of sale in said mortgage contained, and of the statute of the State of Michigan, the undersigned will sell at public auction to the highest bidder for cash on Wednesday, the 14th day of February, A. D. 1934, at twelve o'clock noon, Eastern Standard Time, at the easterly or Saginaw Street entrance to the Oakland County Building in the City of Pontiac, County of Oakland, and State of Michigan (that being the building where the Circuit Court for the County of Oakland is held) the premises described in said mortgage, or sufficient thereof to satisfy said indebtedness with seven per cent (7%) interest and all legal costs allowed by law and provided for in said mortgage, including attorney fees, the following described premises, situated in the Village of Pleasant Ridge, County of Oakland, and State of Michigan: Lot three hundred thirty eight (338) Ralph Roman's Woodward Boulevard Subdivision of part of Southeast quarter of Section 28, Township 1, North of Range 11 East, Royal Oak Township, according to the plat thereof recorded in Liber 9, Page 19, of Plats, Oakland County Records, situated on the north side of Woodward Avenue between Woodward and Ridgewood Avenues, together with the hereditaments and appurtenances thereof. [771, 25, 952, 365]
legal-notice [771, 25, 952, 407]
notice-divider [961, 818, 1142, 819]
legal-notice [581, 25, 762, 125]
notice-attorney-heading: Race, Haass and Allen, Attorneys, 1726 Dime Bank Building, Detroit, Michigan. [961, 831, 1141, 869]
notice-divider [961, 120, 1142, 121]
notice-number: 696 [476, 25, 487, 32]
notice-date: Dated: November 2, 1933. [587, 1009, 662, 1018]
notice-signer: DETROIT TRUST COMPANY, Assignee of Mortgagee. [594, 579, 749, 587]
notice-date: Dated: November 6th, 1933. [397, 649, 477, 658]
column-5 [766, 22, 956, 1737]
notice-attorneys: E. L. PHILLIPS, Attorney for Mortgagee, Business Address: 618 Pontiac Bank Bldg., Pontiac, Michigan. [391, 674, 572, 691]
notice-signer: DETROIT TRUST COMPANY, Assignee of Mortgagee. [594, 91, 749, 99]
notice-number: 689 [666, 1058, 677, 1066]
notice-attorneys: ANDERSON, WILCOX, LACY AND LAWSON, Attorneys for Assignee of Mortgagee. [581, 587, 762, 604]
notice-body: NOTICE IS HEREBY GIVEN that default has occurred in the conditions of a mortgage made by John D. Harbison and Ida K. Harbison, his wife, to American Trust Company, a Michigan corporation, dated the 11th day of May, 1928, and recorded on May 11th, A. D. 1928, in the Office of the Register of Deeds for Oakland County, Michigan, in Liber 524 of Mortgages on Pages 56-57; that the amount claimed to be due on said mortgage and unpaid at the date of this notice, for principal, interest and title search is Three Thousand Nine Hundred Nine and 07/100 ($3,909.07) Dollars, and no suit or proceedings at law or in equity has been instituted to recover said debt or any part thereof; that by virtue of the power of sale contained in said mortgage and the statute in such case made and provided, on Tuesday, February 20th, 1934, at eleven o'clock noon, Eastern Standard Time, said mortgage will be foreclosed by a sale at public vendue to the highest bidder at the Saginaw Street entrance to the Oakland County Building, Pontiac, Oakland County, Michigan, that being the building where the Circuit Court for the County of Oakland is held, of the lands and premises described in said mortgage, viz: Land situated in the City of Ferndale, County of Oakland and State of Michigan, described as follows: Lot One Hundred Fifty-eight (158), Anson Ridge Subdivision, being part of the Southeast quarter of Section Twenty-eight (28), Town One (1) North, Range Eleven (11) East, according to the plat of said Subdivision recorded in the office of the Register of Deeds for Oakland County in Liber 27 of Plats, page 12, together with the hereditaments and appurtenances thereof, situated on the north side of Lewiston Avenue, between Pinecrest and Livernois Avenues, or so much thereof as may be necessary to pay the amount due on said mortgage, with interest, costs, expenses and statutory attorney's fee allowed by law or provided for in said mortgage, and any sum or sums paid by the mortgagee for the protection of its lien of said mortgage. [961, 870, 1142, 1153]
notice-number: 703 [96, 254, 106, 261]
notice-number: 697 [286, 712, 297, 720]
notice-attorneys: ANDERSON, WILCOX, LACY AND LAWSON, Attorneys for Assignee of Mortgagee. [201, 298, 382, 316]
notice-run-dates: Nov. 16—Feb. 8. [333, 696, 382, 705]
story-body [10, 64, 192, 246]
notice-divider [961, 455, 1142, 456]
notice-body: Default having been made for more than thirty days in the conditions of a certain mortgage made by George H. Trestain and Lucy Trestain, his wife, of the City of Detroit, County of Wayne, State of Michigan, to Augusta H. Delling, of the Village of Farmington, County of Oakland, State of Michigan, dated the 21st day of May 1931 and recorded in the office of the Register of Deeds for the County of Oakland on the 12th day of June 1931 in Liber 672 of Mortgages on page 218, on which mortgage there is claimed to be due and unpaid at the date of this notice, the sum of $2,627.72 for principal and interest; and by reason of such default the mortgagee having elected to declare the whole of the principal sum of said mortgage due, and no suit or proceedings at law or in equity having been instituted to recover said sum or any part thereof secured by said mortgage. Now, therefore, by virtue of the power of sale contained in said mortgage and pursuant to the statute in such case made and provided, notice is hereby given that said mortgage will be foreclosed by a sale at public vendue on December 30, 1933, at ten o'clock in the forenoon, Eastern Standard Time, at the Saginaw Street entrance to the Court House in the City of Pontiac, Oakland County, Michigan, that being the place of holding the Circuit Court within said County, of the premises described in said mortgage or so much thereof as may be necessary to pay the amount due on said mortgage, with interest thereon and all legal costs allowed by law and provided for in said mortgage including attorney fees, said premises being situated in the Township of Farmington, County of Oakland and State of Michigan, and described as follows, to-wit: All that certain piece or parcel of land situated and being in the Township of Farmington, County of Oakland, and State of Michigan, described as follows: The South 81¼ acres of the S. E. ¼ of Section 17, T. 1 N., R. 9 East, Township of Farmington, County of Oakland, State of Michigan. [961, 507, 1142, 781]
paper-title: THE FARMINGTON ENTERPRISE, FARMINGTON, MICHIGAN, THURSDAY, NOVEMBER 30, 1933 [329, 5, 823, 17]
legal-notice [391, 25, 572, 381]
notice-date: Dated: November 2, 1933. [207, 282, 282, 291]
notice-attorney-heading: Anderson, Wilcox, Lacy and Lawson, Attorneys; 1928 Buhl Building, Detroit, Michigan. [581, 1067, 754, 1105]
notice-run-dates: Nov. 16—Feb. 8. [143, 750, 192, 759]
notice-signer: DETROIT TRUST COMPANY, Assignee of Mortgagee. [214, 290, 369, 298]
notice-date: Dated: November 2, 1933. [967, 74, 1042, 83]
notice-run-dates: Nov. 16—Feb. 8. [333, 1060, 382, 1069]
notice-number: 690 [1046, 124, 1057, 132]
notice-number: 679 [666, 620, 677, 628]
notice-run-dates: Nov. 9—Feb. 1. [527, 690, 572, 699]
notice-attorney-heading: E. L. Phillips, Attorney, 618 Pontiac Bank Bldg., Pontiac, Mich. [391, 398, 556, 423]
